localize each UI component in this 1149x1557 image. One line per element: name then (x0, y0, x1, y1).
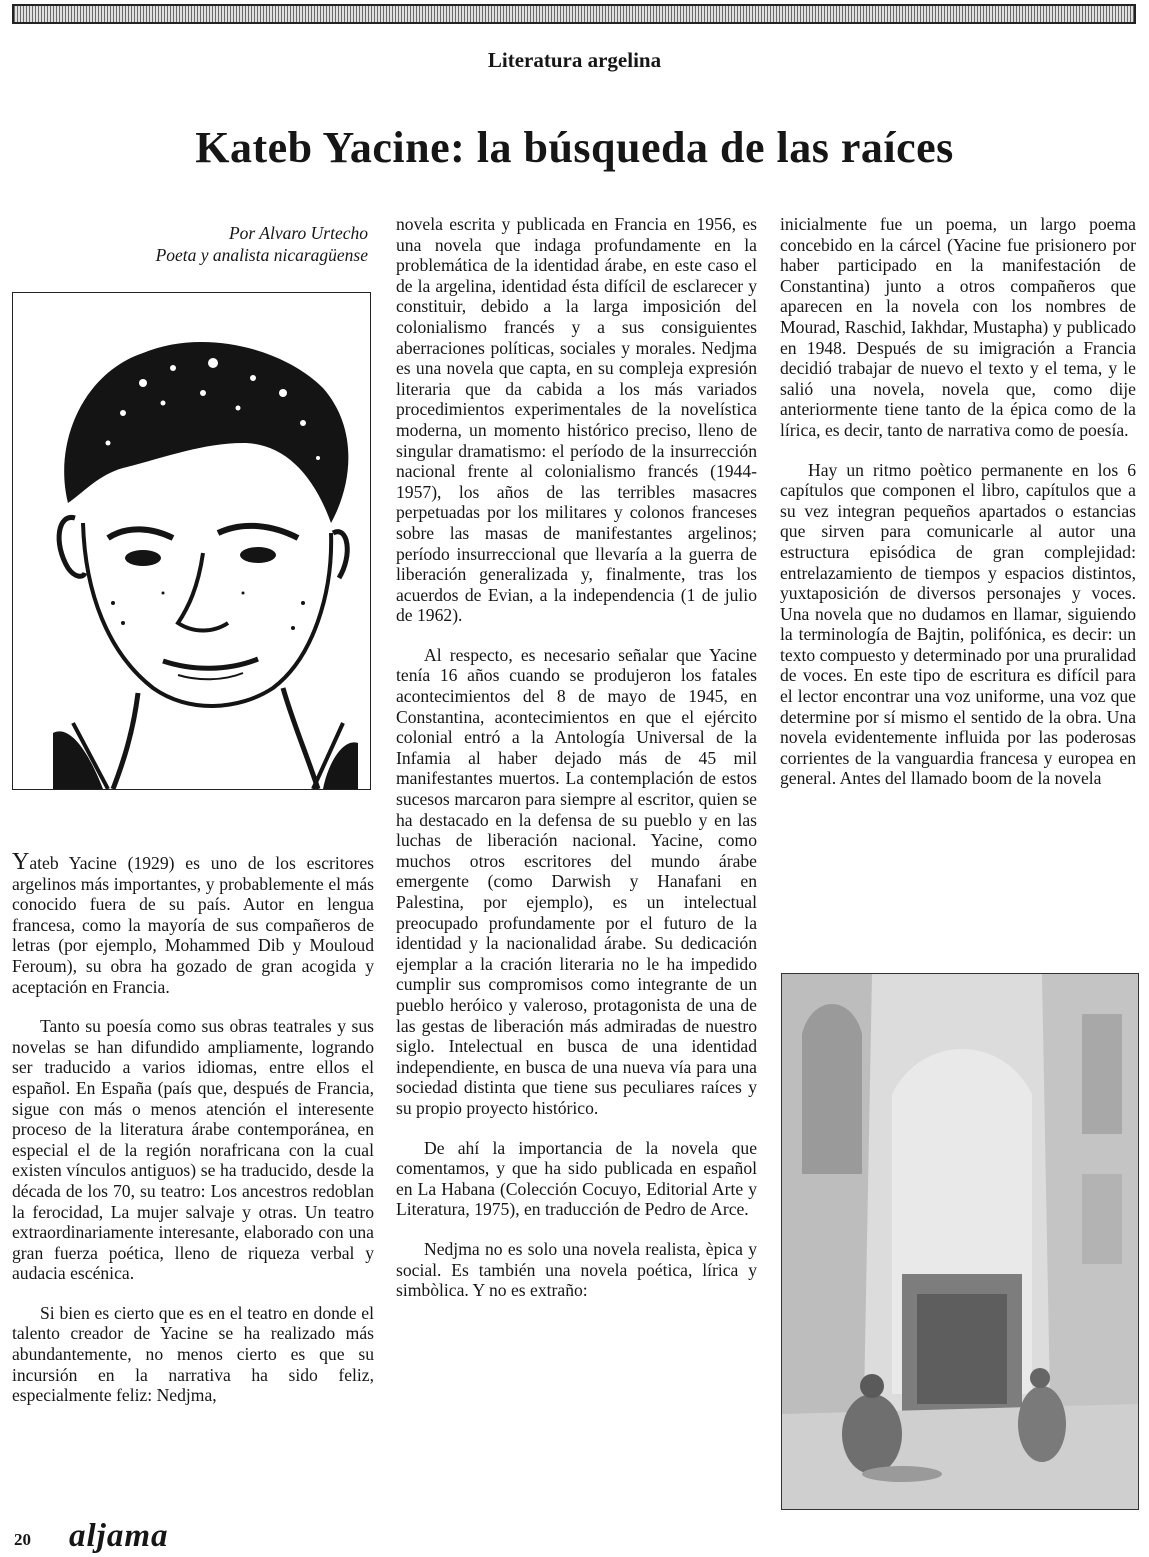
column-3 (780, 214, 1136, 808)
section-title: Literatura argelina (487, 48, 662, 72)
col2-paragraph-3: De ahí la importancia de la novela que comentamos, y que ha sido publicada en español en La Habana (Colección Cocuyo, Editorial Arte y Literatura, 1975), en traducción de Pedro de Arce. (396, 1137, 757, 1220)
col3-paragraph-1: inicialmente fue un poema, un largo poema concebido en la cárcel (Yacine fue prisionero por haber participado en la manifestación de Constantina) junto a otros compañeros que aparecen en la novela con los nombres de Mourad, Raschid, Iakhdar, Mustapha) y publicado en 1948. Después de su imigración a Francia decidió trabajar de nuevo el texto y el tema, y le salió una novela, novela que, como dije anteriormente tiene tanto de la épica como de la lírica, es decir, tanto de narrativa como de poesía. (780, 214, 1136, 440)
top-rule-bar (12, 4, 1136, 24)
col1-paragraph-1-text: ateb Yacine (1929) es uno de los escritores argelinos más importantes, y probablemente el más conocido fuera de su país. Autor en lengua francesa, como la mayoría de sus compañeros de letras (por ejemplo, Mohammed Dib y Mouloud Feroum), su obra ha gozado de gran acogida y aceptación en Francia. (12, 853, 374, 997)
col1-paragraph-1 (12, 849, 374, 997)
col2-paragraph-2: Al respecto, es necesario señalar que Yacine tenía 16 años cuando se produjeron los fatales acontecimientos del 8 de mayo de 1945, en Constantina, acontecimientos en que el ejército colonial entró a la Antología Universal de la Infamia al haber dejado más de 45 mil manifestantes muertos. La contemplación de estos sucesos marcaron para siempre al escritor, quien se ha destacado en la defensa de su pueblo y en las luchas de liberación nacional. Yacine, como muchos otros escritores del mundo árabe emergente (como Darwish y Hanafani en Palestina, por ejemplo), es un intelectual preocupado profundamente por el futuro de la identidad y la nacionalidad árabe. Su dedicación ejemplar a la cración literaria no le ha impedido cumplir sus compromisos como integrante de un pueblo heróico y valeroso, protagonista de una de las gestas de liberación más admiradas de nuestro siglo. Intelectual en busca de una identidad independiente, en busca de una nueva vía para una sociedad distinta que tiene sus peculiares raíces y su propio proyecto histórico. (396, 644, 757, 1118)
byline (40, 222, 368, 266)
magazine-logo: aljama (69, 1518, 169, 1554)
col3-paragraph-2: Hay un ritmo poètico permanente en los 6 capítulos que componen el libro, capítulos que a su vez integran pequeños apartados o estancias que sirven para comunicarle al autor una estructura episódica de gran complejidad: entrelazamiento de tiempos y espacios distintos, yuxtaposición de diversos personajes y voces. Una novela que no dudamos en llamar, siguiendo la terminología de Bajtin, polifónica, es decir: un texto compuesto y determinado por una pruralidad de voces. En este tipo de escritura es difícil para el lector encontrar una voz uniforme, una voz que determine por sí mismo el sentido de la obra. Una novela evidentemente influida por las poderosas corrientes de la vanguardia francesa y europea en general. Antes del llamado boom de la novela (780, 459, 1136, 789)
street-scene-image-icon (782, 974, 1138, 1509)
col2-paragraph-4: Nedjma no es solo una novela realista, èpica y social. Es también una novela poética, lírica y simbòlica. Y no es extraño: (396, 1238, 757, 1301)
page-number: 20 (14, 1530, 31, 1549)
article-headline: Kateb Yacine: la búsqueda de las raíces (195, 123, 954, 172)
col1-paragraph-3: Si bien es cierto que es en el teatro en donde el talento creador de Yacine se ha realizado más abundantemente, no menos cierto es que su incursión en la narrativa ha sido feliz, especialmente feliz: Nedjma, (12, 1302, 374, 1406)
column-2 (396, 214, 757, 1320)
author-portrait-illustration (12, 292, 371, 790)
byline-role: Poeta y analista nicaragüense (155, 245, 368, 265)
byline-author: Por Alvaro Urtecho (228, 223, 368, 243)
col2-paragraph-1: novela escrita y publicada en Francia en 1956, es una novela que indaga profundamente en la problemática de la identidad árabe, en este caso el de la argelina, identidad ésta difícil de esclarecer y constituir, debido a la larga imposición del colonialismo francés y a sus consiguientes aberraciones políticas, sociales y morales. Nedjma es una novela que capta, en su compleja expresión literaria que da cabida a los más variados procedimientos experimentales de la novelística moderna, un momento histórico preciso, lleno de singular dramatismo: el período de la insurrección nacional frente al colonialismo francés (1944-1957), los años de las terribles masacres perpetuadas por los militares y colonos franceses sobre las masas de manifestantes argelinos; período insurreccional que llevaría a la guerra de liberación generalizada y, finalmente, tras los acuerdos de Evian, a la independencia (1 de julio de 1962). (396, 214, 757, 626)
col1-paragraph-2: Tanto su poesía como sus obras teatrales y sus novelas se han difundido ampliamente, logrando ser traducido a varios idiomas, entre ellos el español. En España (país que, después de Francia, sigue con más o menos atención el interesente proceso de la literatura árabe contemporánea, en especial el de la región norafricana con la cual existen vínculos antiguos) se ha traducido, desde la década de los 70, su teatro: Los ancestros redoblan la ferocidad, La mujer salvaje y otras. Un teatro extraordinariamente interesante, elaborado con una gran fuerza poética, lleno de riqueza verbal y audacia escénica. (12, 1016, 374, 1284)
street-scene-photo (781, 973, 1139, 1510)
column-1 (12, 849, 374, 1425)
portrait-drawing-icon (13, 293, 370, 789)
drop-cap: Y (12, 849, 30, 875)
